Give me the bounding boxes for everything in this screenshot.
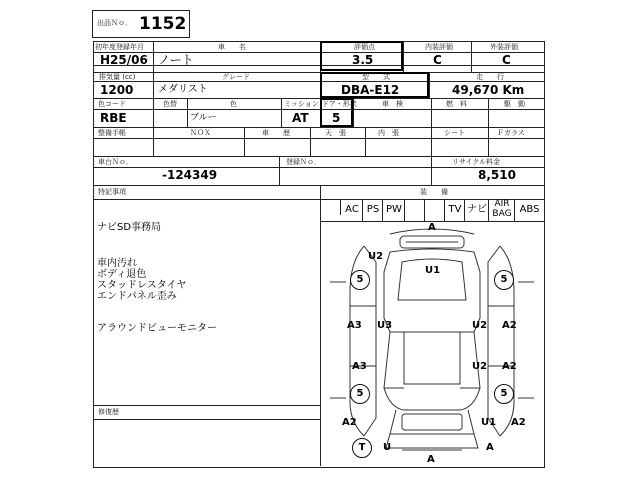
interior-trim-label: 内 張 [378,129,399,137]
equipment-blank-1 [404,199,425,221]
seat-label: シート [444,129,465,137]
damage-mark: A2 [342,417,357,428]
damage-mark: A [428,222,436,233]
registration-label: 初年度登録年月 [95,43,144,51]
damage-mark: U2 [368,251,384,262]
equipment-ac: AC [340,199,363,215]
damage-mark: A3 [347,320,362,331]
registration-value: H25/06 [100,53,148,67]
damage-mark: A [427,454,435,465]
lot-number: 1152 [139,14,187,34]
car-name-value: ノート [158,53,194,67]
chassis-label: 車台Ｎｏ． [98,158,133,166]
drive-label: 駆 動 [504,100,525,108]
grade-value: メダリスト [158,84,208,95]
car-diagram [320,222,543,466]
remark-line: ナビSD事務局 [97,222,162,233]
doors-label: ドア・形状 [322,100,357,108]
damage-mark: A2 [511,417,526,428]
damage-mark: A [486,442,494,453]
equipment-tv: TV [444,199,465,221]
mission-label: ミッション [284,100,319,108]
interior-grade-label: 内装評価 [425,43,453,51]
tire-front-left: 5 [350,270,370,290]
damage-mark: U2 [472,320,488,331]
mileage-label: 走 行 [476,73,504,81]
damage-mark: U1 [481,417,497,428]
remark-line: エンドパネル歪み [97,291,177,302]
mileage-value: 49,670 Km [452,83,525,97]
damage-mark: U1 [425,265,441,276]
model-value: DBA-E12 [341,83,400,97]
equipment-label: 装 備 [420,188,448,196]
damage-mark: A2 [502,320,517,331]
score-value: 3.5 [352,53,374,67]
inspection-label: 車 検 [382,100,403,108]
damage-mark: A3 [352,361,367,372]
remark-line: スタッドレスタイヤ [97,280,187,291]
maintenance-book-label: 整備手帳 [98,129,126,137]
equipment-airbag: AIR BAG [488,199,515,221]
remark-line: 車内汚れ [97,258,137,269]
equipment-abs: ABS [514,199,544,221]
repair-history-label: 修復歴 [98,408,119,416]
displacement-value: 1200 [100,83,134,97]
mission-value: AT [292,111,309,125]
exterior-grade-value: C [502,53,511,67]
fuel-label: 燃 料 [446,100,467,108]
damage-mark: A2 [502,361,517,372]
doors-value: 5 [332,111,341,125]
remark-line: アラウンドビューモニター [97,323,217,334]
nox-label: ＮＯＸ [190,129,211,137]
chassis-value: -124349 [162,168,218,182]
lot-number-label: 出品Ｎｏ． [97,19,132,27]
exterior-grade-label: 外装評価 [490,43,518,51]
equipment-row [340,199,543,221]
color-value: ブルー [190,113,217,123]
color-code-label: 色コード [98,100,126,108]
color-change-label: 色替 [163,100,177,108]
equipment-ps: PS [362,199,383,221]
remark-line: ボディ退色 [97,269,147,280]
spare-tire: T [352,438,372,458]
recycle-fee-label: リサイクル料金 [452,158,501,166]
model-label: 型 式 [362,73,390,81]
registration-number-label: 登録Ｎｏ． [286,158,321,166]
damage-mark: U2 [472,361,488,372]
recycle-fee-value: 8,510 [478,168,516,182]
damage-mark: U [383,442,392,453]
equipment-blank-2 [424,199,445,221]
remarks-label: 特記事項 [98,188,126,196]
equipment-pw: PW [382,199,405,221]
interior-grade-value: C [433,53,442,67]
color-code-value: RBE [100,111,127,125]
equipment-navi: ナビ [464,199,489,221]
ceiling-label: 天 張 [325,129,346,137]
tire-front-right: 5 [494,270,514,290]
score-label: 評価点 [354,43,375,51]
tire-rear-right: 5 [494,384,514,404]
vehicle-history-label: 車 歴 [262,129,290,137]
tire-rear-left: 5 [350,384,370,404]
grade-label: グレード [222,73,250,81]
lot-number-box [92,10,190,38]
color-label: 色 [230,100,237,108]
front-glass-label: Ｆガラス [497,129,525,137]
displacement-label: 排気量 (cc) [99,73,136,81]
damage-mark: U3 [377,320,393,331]
car-name-label: 車 名 [218,43,246,51]
